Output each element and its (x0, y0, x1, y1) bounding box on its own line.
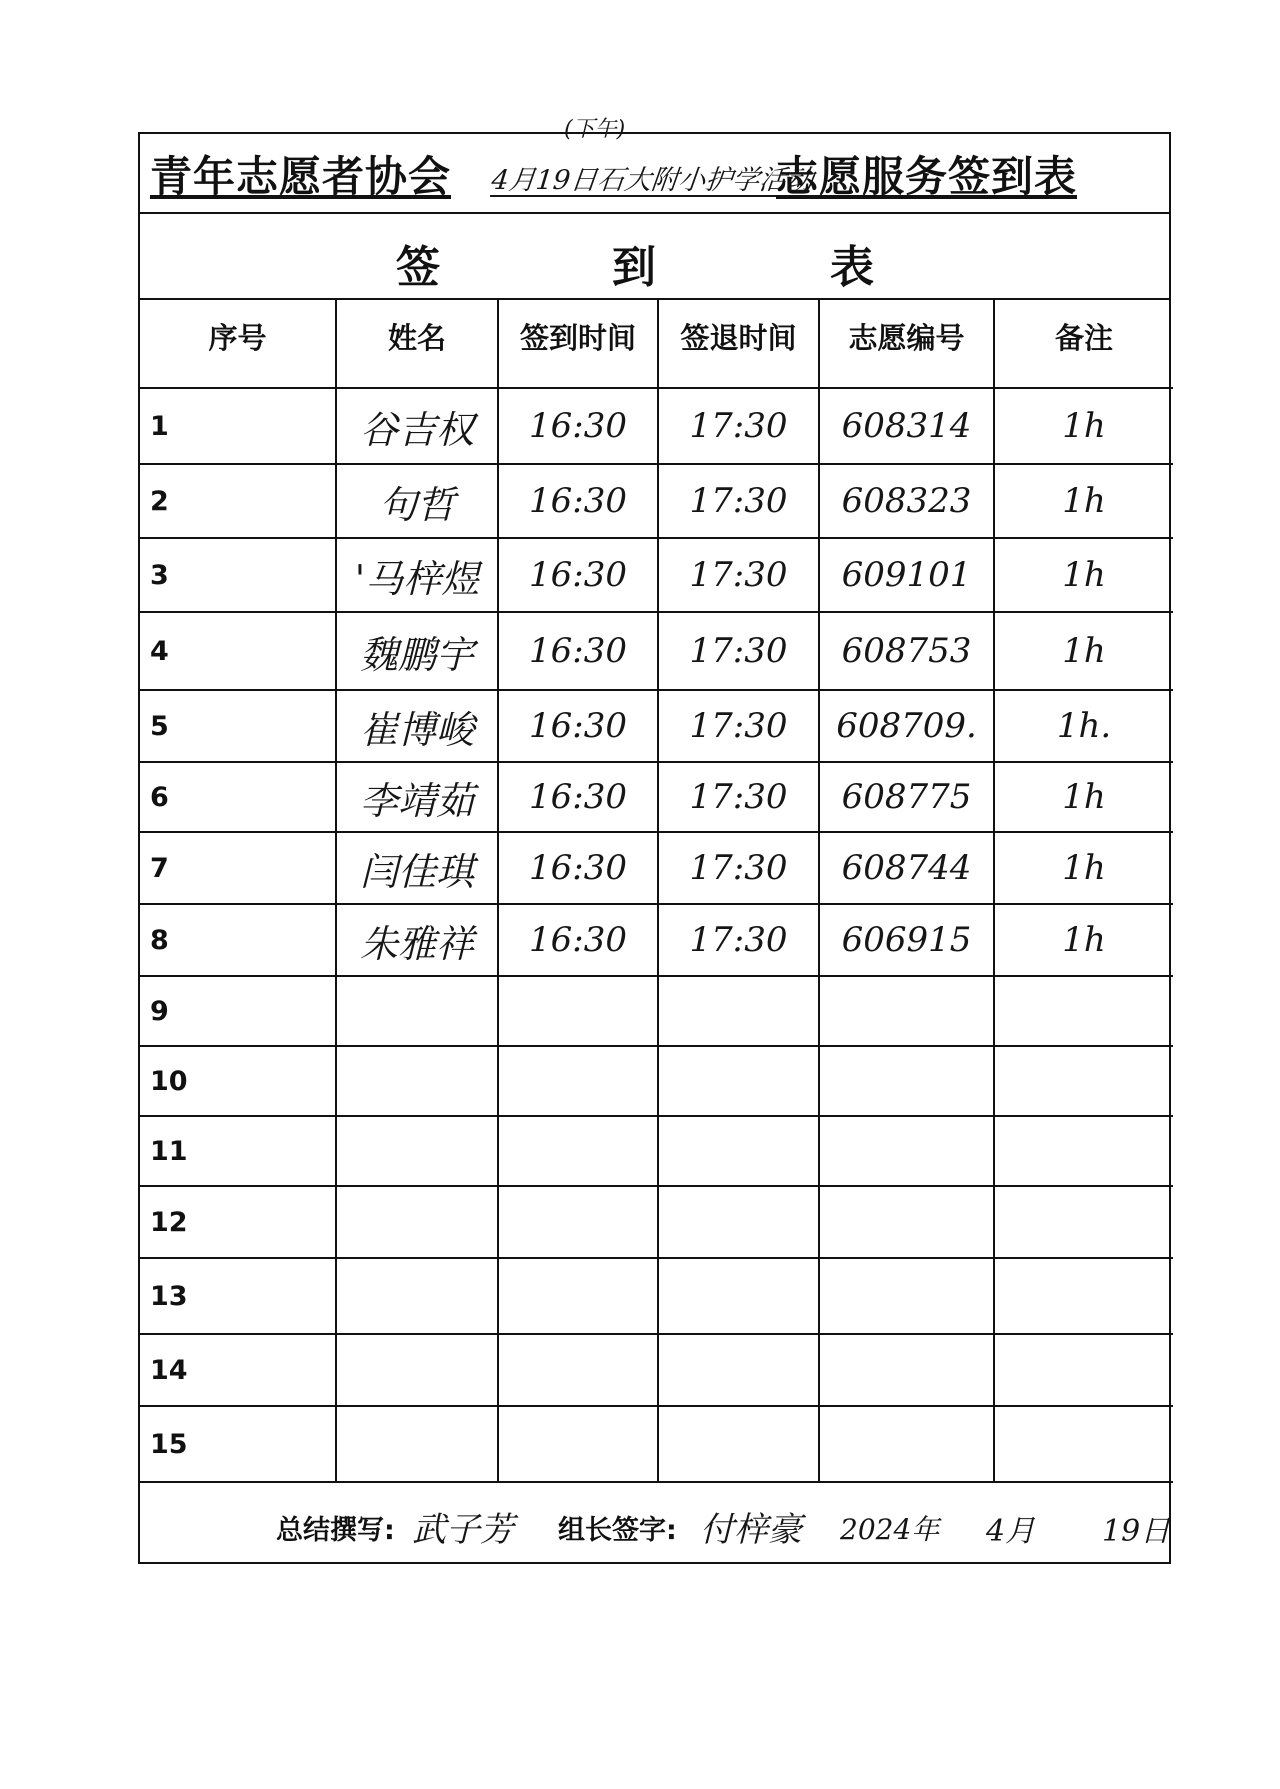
row-volunteer-id: 608744 (819, 832, 994, 904)
row-volunteer-id: 608753 (819, 612, 994, 690)
row-number: 4 (140, 612, 336, 690)
table-row (140, 1186, 1173, 1258)
row-remarks: 1h (994, 612, 1173, 690)
row-number: 15 (140, 1406, 336, 1482)
row-sign-in-time: 16:30 (498, 762, 658, 832)
row-volunteer-id: 608709. (819, 690, 994, 762)
row-volunteer-id (819, 1116, 994, 1186)
row-volunteer-id (819, 976, 994, 1046)
table-row (140, 388, 1173, 464)
table-row (140, 762, 1173, 832)
row-remarks: 1h (994, 762, 1173, 832)
row-name: 朱雅祥 (336, 904, 498, 976)
banner-char: 签 (396, 242, 440, 293)
banner-char: 表 (830, 242, 874, 293)
row-volunteer-id (819, 1406, 994, 1482)
row-sign-in-time: 16:30 (498, 464, 658, 538)
table-header-row (140, 300, 1173, 388)
row-sign-out-time (658, 1258, 819, 1334)
column-header-sign-out-time: 签退时间 (658, 300, 819, 388)
row-sign-out-time: 17:30 (658, 690, 819, 762)
row-volunteer-id (819, 1258, 994, 1334)
table-row (140, 1046, 1173, 1116)
row-remarks (994, 1186, 1173, 1258)
summary-writer-label: 总结撰写: (276, 1515, 395, 1546)
title-handwritten-note: (下午) (564, 117, 626, 142)
table-row (140, 1406, 1173, 1482)
row-number: 7 (140, 832, 336, 904)
row-sign-in-time: 16:30 (498, 904, 658, 976)
date-month: 4月 (986, 1514, 1036, 1549)
row-remarks (994, 1116, 1173, 1186)
row-remarks: 1h (994, 464, 1173, 538)
leader-signature: 付梓豪 (700, 1510, 802, 1550)
column-header-remarks: 备注 (994, 300, 1173, 388)
row-sign-in-time: 16:30 (498, 538, 658, 612)
row-name: 句哲 (336, 464, 498, 538)
row-remarks: 1h (994, 538, 1173, 612)
column-header-index: 序号 (140, 300, 336, 388)
date-day: 19日 (1102, 1514, 1171, 1549)
sign-in-sheet (138, 117, 1171, 1564)
row-number: 14 (140, 1334, 336, 1406)
row-number: 13 (140, 1258, 336, 1334)
row-volunteer-id (819, 1186, 994, 1258)
row-sign-in-time: 16:30 (498, 832, 658, 904)
row-volunteer-id (819, 1334, 994, 1406)
row-remarks (994, 1258, 1173, 1334)
row-volunteer-id: 608323 (819, 464, 994, 538)
row-remarks: 1h (994, 388, 1173, 464)
column-header-sign-in-time: 签到时间 (498, 300, 658, 388)
row-sign-in-time (498, 1406, 658, 1482)
row-name (336, 1258, 498, 1334)
row-sign-out-time: 17:30 (658, 612, 819, 690)
row-number: 8 (140, 904, 336, 976)
row-remarks (994, 1406, 1173, 1482)
table-row (140, 1334, 1173, 1406)
row-sign-in-time (498, 1334, 658, 1406)
summary-writer-signature: 武子芳 (412, 1510, 514, 1550)
row-volunteer-id: 609101 (819, 538, 994, 612)
row-name: 崔博峻 (336, 690, 498, 762)
row-sign-in-time (498, 1116, 658, 1186)
row-remarks (994, 1046, 1173, 1116)
row-number: 1 (140, 388, 336, 464)
table-row (140, 538, 1173, 612)
row-sign-in-time (498, 1258, 658, 1334)
row-number: 2 (140, 464, 336, 538)
title-row (140, 117, 1169, 214)
row-volunteer-id: 608314 (819, 388, 994, 464)
title-suffix: 志愿服务签到表 (776, 152, 1078, 201)
row-name (336, 1334, 498, 1406)
row-sign-out-time: 17:30 (658, 762, 819, 832)
row-sign-out-time (658, 976, 819, 1046)
row-name (336, 1046, 498, 1116)
row-volunteer-id (819, 1046, 994, 1116)
row-number: 9 (140, 976, 336, 1046)
row-number: 12 (140, 1186, 336, 1258)
row-number: 3 (140, 538, 336, 612)
row-name (336, 1186, 498, 1258)
row-volunteer-id: 608775 (819, 762, 994, 832)
column-header-volunteer-id: 志愿编号 (819, 300, 994, 388)
row-sign-out-time: 17:30 (658, 538, 819, 612)
row-name: 谷吉权 (336, 388, 498, 464)
footer-row (140, 1488, 1169, 1562)
row-name (336, 976, 498, 1046)
title-handwritten-activity: 4月19日石大附小护学活动 (490, 165, 815, 196)
table-row (140, 612, 1173, 690)
row-remarks: 1h. (994, 690, 1173, 762)
row-sign-in-time: 16:30 (498, 388, 658, 464)
row-name: 闫佳琪 (336, 832, 498, 904)
table-row (140, 1116, 1173, 1186)
leader-signature-label: 组长签字: (558, 1515, 677, 1546)
row-sign-out-time (658, 1046, 819, 1116)
row-name: 李靖茹 (336, 762, 498, 832)
row-sign-in-time (498, 1186, 658, 1258)
sign-in-table (140, 300, 1169, 1483)
row-remarks (994, 1334, 1173, 1406)
row-number: 6 (140, 762, 336, 832)
row-sign-in-time (498, 976, 658, 1046)
row-remarks (994, 976, 1173, 1046)
table-row (140, 976, 1173, 1046)
row-sign-out-time: 17:30 (658, 388, 819, 464)
row-sign-in-time: 16:30 (498, 690, 658, 762)
table-row (140, 904, 1173, 976)
table-row (140, 832, 1173, 904)
row-volunteer-id: 606915 (819, 904, 994, 976)
row-sign-out-time (658, 1186, 819, 1258)
row-remarks: 1h (994, 832, 1173, 904)
row-name (336, 1406, 498, 1482)
table-row (140, 1258, 1173, 1334)
row-number: 10 (140, 1046, 336, 1116)
row-sign-out-time (658, 1406, 819, 1482)
row-sign-in-time: 16:30 (498, 612, 658, 690)
row-name: 魏鹏宇 (336, 612, 498, 690)
row-sign-out-time: 17:30 (658, 464, 819, 538)
date-year: 2024年 (840, 1513, 940, 1546)
row-name (336, 1116, 498, 1186)
title-prefix: 青年志愿者协会 (150, 152, 452, 201)
row-sign-out-time (658, 1334, 819, 1406)
banner-char: 到 (612, 242, 656, 293)
row-name: '马梓煜 (336, 538, 498, 612)
table-row (140, 464, 1173, 538)
row-sign-out-time: 17:30 (658, 832, 819, 904)
row-remarks: 1h (994, 904, 1173, 976)
row-number: 5 (140, 690, 336, 762)
column-header-name: 姓名 (336, 300, 498, 388)
row-number: 11 (140, 1116, 336, 1186)
banner-row (140, 214, 1169, 300)
table-row (140, 690, 1173, 762)
row-sign-out-time: 17:30 (658, 904, 819, 976)
row-sign-out-time (658, 1116, 819, 1186)
row-sign-in-time (498, 1046, 658, 1116)
